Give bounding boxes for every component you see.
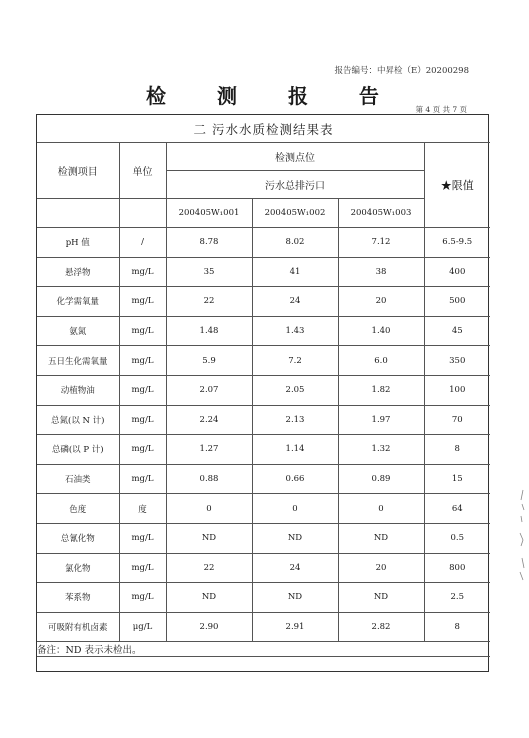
table-row <box>37 228 490 258</box>
cell-unit: mg/L <box>119 523 166 553</box>
cell-item: 总氰化物 <box>37 523 119 553</box>
cell-item: 悬浮物 <box>37 257 119 287</box>
cell-sample-1: 2.24 <box>166 405 252 435</box>
cell-item: 氨氮 <box>37 316 119 346</box>
cell-sample-3: 20 <box>338 553 424 583</box>
table-row <box>37 287 490 317</box>
cell-unit: μg/L <box>119 612 166 642</box>
cell-unit: mg/L <box>119 464 166 494</box>
table-row <box>37 405 490 435</box>
margin-scribble <box>517 488 527 583</box>
cell-sample-2: ND <box>252 583 338 613</box>
cell-sample-2: 24 <box>252 553 338 583</box>
cell-limit: 0.5 <box>424 523 490 553</box>
cell-sample-1: 22 <box>166 553 252 583</box>
header-unit: 单位 <box>119 143 166 199</box>
cell-sample-1: ND <box>166 583 252 613</box>
cell-unit: mg/L <box>119 316 166 346</box>
header-points: 检测点位 <box>166 143 424 171</box>
cell-unit: mg/L <box>119 553 166 583</box>
table-row <box>37 346 490 376</box>
cell-unit: mg/L <box>119 405 166 435</box>
cell-item: 氯化物 <box>37 553 119 583</box>
cell-limit: 45 <box>424 316 490 346</box>
cell-sample-3: 2.82 <box>338 612 424 642</box>
cell-sample-1: 0.88 <box>166 464 252 494</box>
cell-sample-3: ND <box>338 583 424 613</box>
table-row <box>37 435 490 465</box>
cell-unit: mg/L <box>119 435 166 465</box>
header-limit: ★限值 <box>424 143 490 228</box>
table-row <box>37 523 490 553</box>
cell-sample-2: ND <box>252 523 338 553</box>
header-sample-3: 200405W₁003 <box>338 199 424 228</box>
cell-item: pH 值 <box>37 228 119 258</box>
cell-sample-1: 5.9 <box>166 346 252 376</box>
cell-sample-2: 2.91 <box>252 612 338 642</box>
cell-unit: mg/L <box>119 257 166 287</box>
cell-sample-2: 2.13 <box>252 405 338 435</box>
cell-sample-3: 1.32 <box>338 435 424 465</box>
cell-limit: 400 <box>424 257 490 287</box>
cell-sample-2: 2.05 <box>252 375 338 405</box>
cell-sample-1: ND <box>166 523 252 553</box>
table-row <box>37 464 490 494</box>
table-row <box>37 375 490 405</box>
cell-sample-1: 2.07 <box>166 375 252 405</box>
cell-limit: 8 <box>424 612 490 642</box>
cell-sample-3: 1.82 <box>338 375 424 405</box>
cell-limit: 70 <box>424 405 490 435</box>
table-row <box>37 316 490 346</box>
cell-limit: 64 <box>424 494 490 524</box>
cell-sample-2: 24 <box>252 287 338 317</box>
cell-sample-3: 38 <box>338 257 424 287</box>
cell-sample-2: 1.14 <box>252 435 338 465</box>
results-table <box>37 115 490 657</box>
cell-sample-2: 0.66 <box>252 464 338 494</box>
cell-limit: 350 <box>424 346 490 376</box>
cell-unit: 度 <box>119 494 166 524</box>
cell-sample-2: 7.2 <box>252 346 338 376</box>
cell-item: 苯系物 <box>37 583 119 613</box>
header-location: 污水总排污口 <box>166 171 424 199</box>
cell-limit: 8 <box>424 435 490 465</box>
header-sample-1: 200405W₁001 <box>166 199 252 228</box>
cell-item: 总磷(以 P 计) <box>37 435 119 465</box>
results-frame <box>36 114 489 672</box>
table-row <box>37 494 490 524</box>
header-item: 检测项目 <box>37 143 119 199</box>
table-row <box>37 583 490 613</box>
header-unit-empty <box>119 199 166 228</box>
cell-sample-3: 1.40 <box>338 316 424 346</box>
table-row <box>37 612 490 642</box>
cell-sample-3: 7.12 <box>338 228 424 258</box>
cell-sample-1: 22 <box>166 287 252 317</box>
table-row <box>37 257 490 287</box>
cell-item: 石油类 <box>37 464 119 494</box>
cell-unit: mg/L <box>119 346 166 376</box>
cell-sample-2: 8.02 <box>252 228 338 258</box>
cell-sample-1: 8.78 <box>166 228 252 258</box>
cell-sample-3: 0.89 <box>338 464 424 494</box>
cell-item: 五日生化需氧量 <box>37 346 119 376</box>
cell-unit: / <box>119 228 166 258</box>
table-row <box>37 553 490 583</box>
cell-sample-3: 6.0 <box>338 346 424 376</box>
cell-sample-2: 41 <box>252 257 338 287</box>
cell-unit: mg/L <box>119 287 166 317</box>
cell-unit: mg/L <box>119 583 166 613</box>
cell-limit: 2.5 <box>424 583 490 613</box>
cell-item: 可吸附有机卤素 <box>37 612 119 642</box>
cell-item: 化学需氧量 <box>37 287 119 317</box>
report-number: 报告编号：中昇检（E）20200298 <box>334 66 469 76</box>
cell-sample-3: ND <box>338 523 424 553</box>
cell-item: 动植物油 <box>37 375 119 405</box>
cell-sample-1: 2.90 <box>166 612 252 642</box>
note-text: 备注：ND 表示未检出。 <box>37 642 490 657</box>
document-title: 检 测 报 告 <box>146 84 401 108</box>
cell-sample-3: 1.97 <box>338 405 424 435</box>
cell-limit: 500 <box>424 287 490 317</box>
table-title: 二 污水水质检测结果表 <box>37 115 490 143</box>
cell-unit: mg/L <box>119 375 166 405</box>
header-sample-2: 200405W₁002 <box>252 199 338 228</box>
cell-limit: 100 <box>424 375 490 405</box>
cell-sample-1: 35 <box>166 257 252 287</box>
cell-sample-2: 1.43 <box>252 316 338 346</box>
cell-sample-3: 20 <box>338 287 424 317</box>
cell-limit: 800 <box>424 553 490 583</box>
results-body <box>37 228 490 642</box>
cell-limit: 6.5-9.5 <box>424 228 490 258</box>
page-indicator: 第 4 页 共 7 页 <box>415 105 467 114</box>
header-item-empty <box>37 199 119 228</box>
cell-sample-2: 0 <box>252 494 338 524</box>
cell-item: 总氮(以 N 计) <box>37 405 119 435</box>
cell-sample-3: 0 <box>338 494 424 524</box>
cell-sample-1: 0 <box>166 494 252 524</box>
cell-sample-1: 1.48 <box>166 316 252 346</box>
cell-sample-1: 1.27 <box>166 435 252 465</box>
cell-item: 色度 <box>37 494 119 524</box>
cell-limit: 15 <box>424 464 490 494</box>
